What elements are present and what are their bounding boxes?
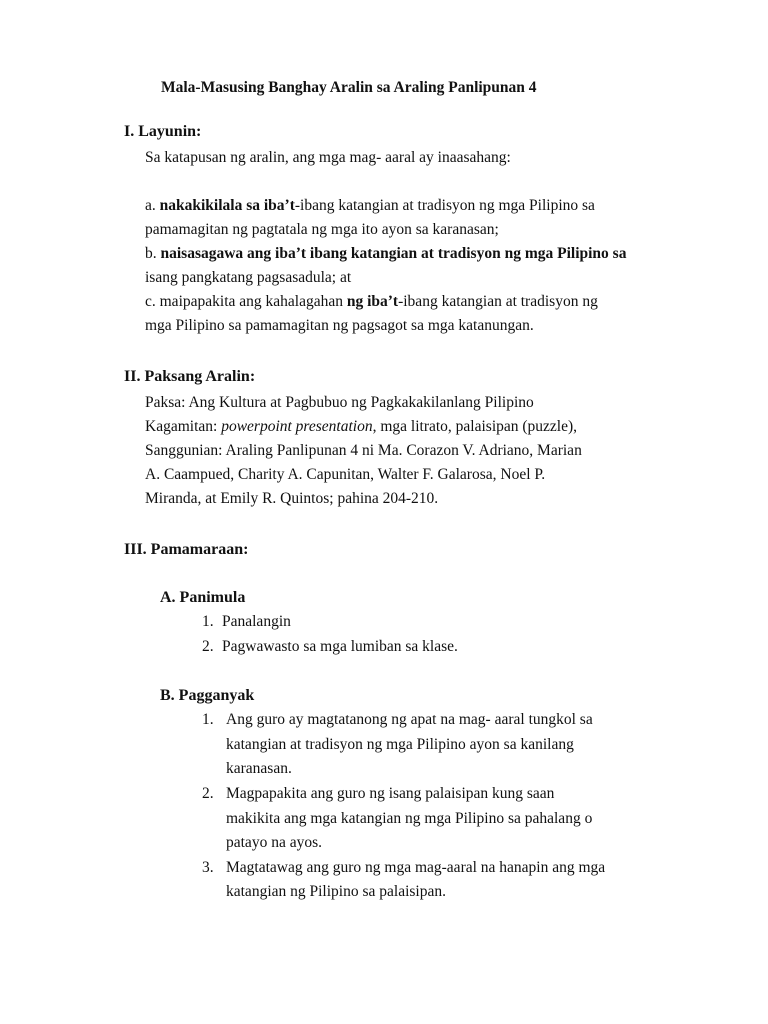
sanggunian-line1: Sanggunian: Araling Panlipunan 4 ni Ma. Corazon V. Adriano, Marian: [145, 442, 582, 459]
list-item-text: Panalangin: [222, 613, 291, 630]
objective-c-rest: -ibang katangian at tradisyon ng: [398, 293, 598, 310]
list-item-text: Pagwawasto sa mga lumiban sa klase.: [222, 638, 458, 655]
kagamitan-line: [145, 417, 577, 437]
objective-a-line1: [145, 196, 595, 216]
list-item-number: 1.: [202, 711, 214, 728]
sanggunian-line2: A. Caampued, Charity A. Capunitan, Walter F. Galarosa, Noel P.: [145, 466, 546, 483]
list-item-number: 2.: [202, 638, 214, 655]
objective-b-bold: naisasagawa ang iba’t ibang katangian at tradisyon ng mga Pilipino sa: [160, 245, 627, 262]
kagamitan-rest: , mga litrato, palaisipan (puzzle),: [372, 418, 578, 435]
sanggunian-line3: Miranda, at Emily R. Quintos; pahina 204-210.: [145, 490, 439, 507]
objective-a-rest: -ibang katangian at tradisyon ng mga Pilipino sa: [294, 197, 595, 214]
objective-a-line2: pamamagitan ng pagtatala ng mga ito ayon sa karanasan;: [145, 221, 499, 238]
objective-c-line1: [145, 292, 598, 312]
list-item-text: patayo na ayos.: [226, 834, 322, 851]
list-item: [202, 637, 458, 657]
objective-a-bold: nakakikilala sa iba’t: [159, 197, 295, 214]
section-iii-heading: III. Pamamaraan:: [124, 541, 249, 558]
section-i-heading: I. Layunin:: [124, 123, 202, 140]
objective-a-prefix: a.: [145, 197, 160, 214]
list-item-number: 3.: [202, 859, 214, 876]
objective-b-line2: isang pangkatang pagsasadula; at: [145, 269, 352, 286]
document-title: Mala-Masusing Banghay Aralin sa Araling Panlipunan 4: [161, 79, 537, 96]
objective-c-bold: ng iba’t: [346, 293, 399, 310]
list-item-text: Ang guro ay magtatanong ng apat na mag- aaral tungkol sa: [226, 711, 593, 728]
kagamitan-italic: powerpoint presentation: [221, 418, 373, 435]
list-item-number: 1.: [202, 613, 214, 630]
list-item-text: makikita ang mga katangian ng mga Pilipino sa pahalang o: [226, 810, 593, 827]
list-item: [202, 612, 291, 632]
list-item-text: katangian ng Pilipino sa palaisipan.: [226, 883, 446, 900]
list-item-text: katangian at tradisyon ng mga Pilipino ayon sa kanilang: [226, 736, 574, 753]
list-item-number: 2.: [202, 785, 214, 802]
section-ii-heading: II. Paksang Aralin:: [124, 368, 256, 385]
subsection-a-heading: A. Panimula: [160, 589, 246, 606]
objective-c-pre: c. maipapakita ang kahalagahan: [145, 293, 347, 310]
objective-b-prefix: b.: [145, 245, 161, 262]
objective-c-line2: mga Pilipino sa pamamagitan ng pagsagot sa mga katanungan.: [145, 317, 534, 334]
list-item-text: Magtatawag ang guro ng mga mag-aaral na hanapin ang mga: [226, 859, 606, 876]
objective-b-line1: [145, 244, 626, 264]
paksa-line: Paksa: Ang Kultura at Pagbubuo ng Pagkakakilanlang Pilipino: [145, 394, 534, 411]
section-i-intro: Sa katapusan ng aralin, ang mga mag- aaral ay inaasahang:: [145, 149, 511, 166]
kagamitan-label: Kagamitan:: [145, 418, 222, 435]
list-item-text: karanasan.: [226, 760, 292, 777]
subsection-b-heading: B. Pagganyak: [160, 687, 255, 704]
list-item-text: Magpapakita ang guro ng isang palaisipan kung saan: [226, 785, 555, 802]
